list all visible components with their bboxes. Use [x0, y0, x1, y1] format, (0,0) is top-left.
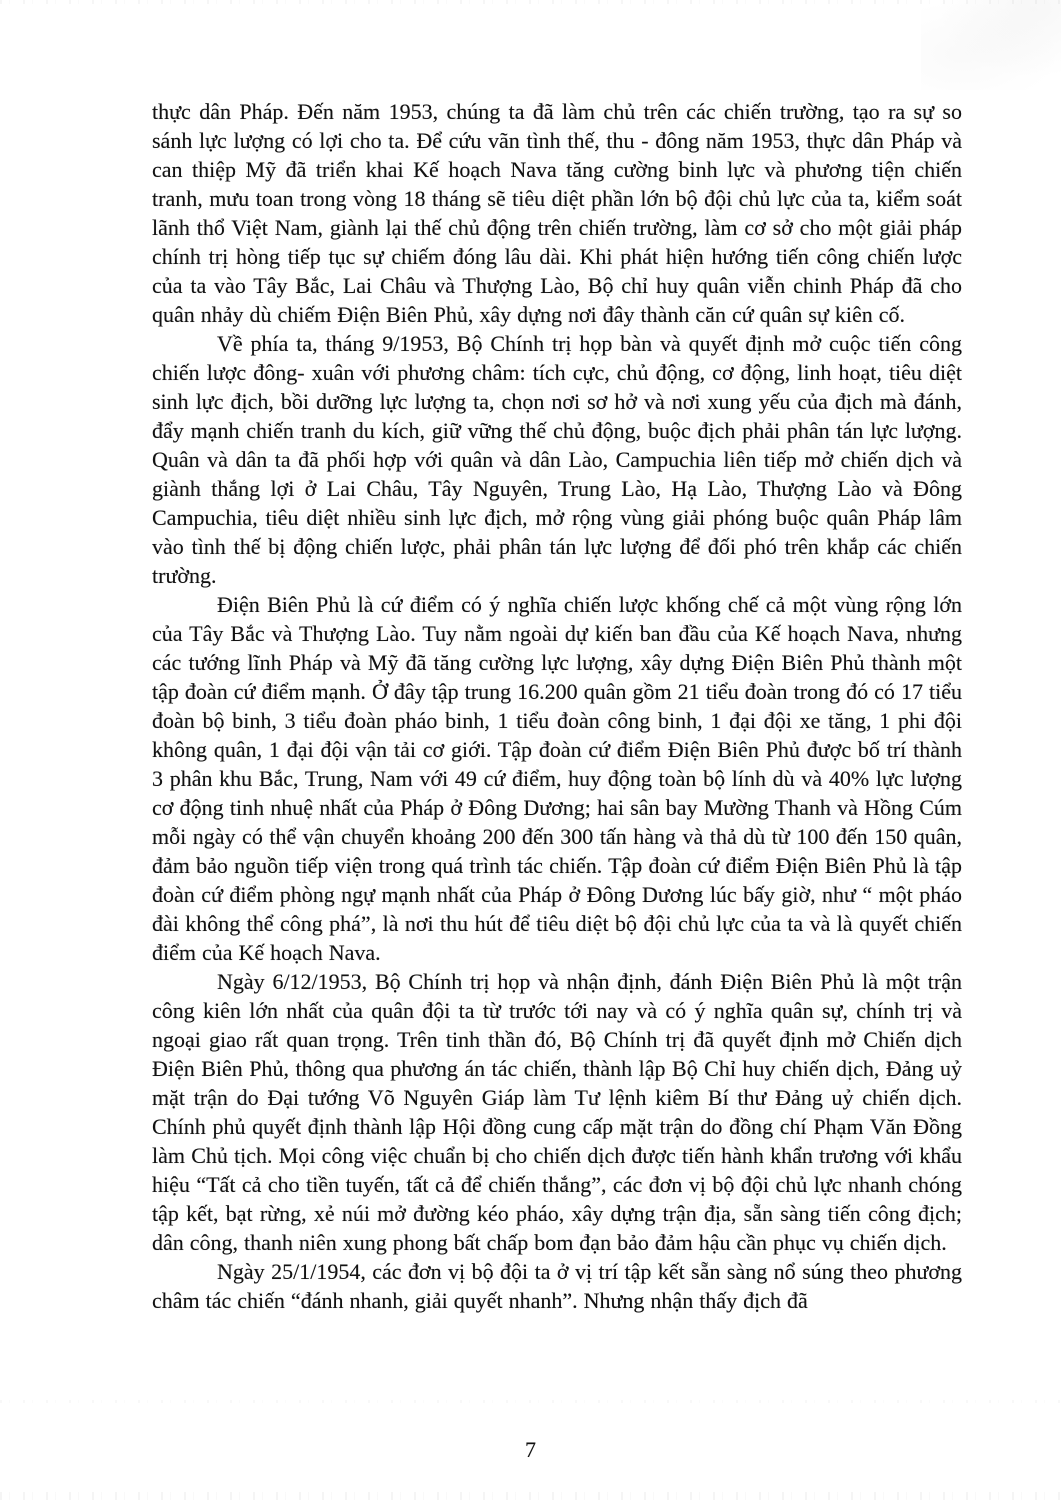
- scan-artifact-bottom: [0, 1492, 1061, 1500]
- scan-artifact-mid: [0, 1400, 1061, 1403]
- page-text: [152, 97, 962, 1315]
- scan-artifact-corner: [921, 0, 1061, 90]
- paragraph-1: thực dân Pháp. Đến năm 1953, chúng ta đã làm chủ trên các chiến trường, tạo ra sự so sánh lực lượng có lợi cho ta. Để cứu vãn tình thế, thu - đông năm 1953, thực dân Pháp và can thiệp Mỹ đã triển khai Kế hoạch Nava tăng cường binh lực và phương tiện chiến tranh, mưu toan trong vòng 18 tháng sẽ tiêu diệt phần lớn bộ đội chủ lực của ta, kiểm soát lãnh thổ Việt Nam, giành lại thế chủ động trên chiến trường, làm cơ sở cho một giải pháp chính trị hòng tiếp tục sự chiếm đóng lâu dài. Khi phát hiện hướng tiến công chiến lược của ta vào Tây Bắc, Lai Châu và Thượng Lào, Bộ chỉ huy quân viễn chinh Pháp đã cho quân nhảy dù chiếm Điện Biên Phủ, xây dựng nơi đây thành căn cứ quân sự kiên cố.: [152, 99, 962, 327]
- paragraph-3: Điện Biên Phủ là cứ điểm có ý nghĩa chiến lược khống chế cả một vùng rộng lớn của Tây Bắc và Thượng Lào. Tuy nằm ngoài dự kiến ban đầu của Kế hoạch Nava, nhưng các tướng lĩnh Pháp và Mỹ đã tăng cường lực lượng, xây dựng Điện Biên Phủ thành một tập đoàn cứ điểm mạnh. Ở đây tập trung 16.200 quân gồm 21 tiểu đoàn trong đó có 17 tiểu đoàn bộ binh, 3 tiểu đoàn pháo binh, 1 tiểu đoàn công binh, 1 đại đội xe tăng, 1 phi đội không quân, 1 đại đội vận tải cơ giới. Tập đoàn cứ điểm Điện Biên Phủ được bố trí thành 3 phân khu Bắc, Trung, Nam với 49 cứ điểm, huy động toàn bộ lính dù và 40% lực lượng cơ động tinh nhuệ nhất của Pháp ở Đông Dương; hai sân bay Mường Thanh và Hồng Cúm mỗi ngày có thể vận chuyển khoảng 200 đến 300 tấn hàng và thả dù từ 100 đến 150 quân, đảm bảo nguồn tiếp viện trong quá trình tác chiến. Tập đoàn cứ điểm Điện Biên Phủ là tập đoàn cứ điểm phòng ngự mạnh nhất của Pháp ở Đông Dương lúc bấy giờ, như “ một pháo đài không thể công phá”, là nơi thu hút để tiêu diệt bộ đội chủ lực của ta và là quyết chiến điểm của Kế hoạch Nava.: [152, 592, 962, 965]
- scan-artifact-top: [0, 0, 1061, 4]
- paragraph-4: Ngày 6/12/1953, Bộ Chính trị họp và nhận định, đánh Điện Biên Phủ là một trận công kiên lớn nhất của quân đội ta từ trước tới nay và có ý nghĩa quân sự, chính trị và ngoại giao rất quan trọng. Trên tinh thần đó, Bộ Chính trị đã quyết định mở Chiến dịch Điện Biên Phủ, thông qua phương án tác chiến, thành lập Bộ Chỉ huy chiến dịch, Đảng uỷ mặt trận do Đại tướng Võ Nguyên Giáp làm Tư lệnh kiêm Bí thư Đảng uỷ chiến dịch. Chính phủ quyết định thành lập Hội đồng cung cấp mặt trận do đồng chí Phạm Văn Đồng làm Chủ tịch. Mọi công việc chuẩn bị cho chiến dịch được tiến hành khẩn trương với khẩu hiệu “Tất cả cho tiền tuyến, tất cả để chiến thắng”, các đơn vị bộ đội chủ lực nhanh chóng tập kết, bạt rừng, xẻ núi mở đường kéo pháo, xây dựng trận địa, sẵn sàng tiến công địch; dân công, thanh niên xung phong bất chấp bom đạn bảo đảm hậu cần phục vụ chiến dịch.: [152, 969, 962, 1255]
- paragraph-2: Về phía ta, tháng 9/1953, Bộ Chính trị họp bàn và quyết định mở cuộc tiến công chiến lược đông- xuân với phương châm: tích cực, chủ động, cơ động, linh hoạt, tiêu diệt sinh lực địch, bồi dưỡng lực lượng ta, chọn nơi sơ hở và nơi xung yếu của địch mà đánh, đẩy mạnh chiến tranh du kích, giữ vững thế chủ động, buộc địch phải phân tán lực lượng. Quân và dân ta đã phối hợp với quân và dân Lào, Campuchia liên tiếp mở chiến dịch và giành thắng lợi ở Lai Châu, Tây Nguyên, Trung Lào, Hạ Lào, Thượng Lào và Đông Campuchia, tiêu diệt nhiều sinh lực địch, mở rộng vùng giải phóng buộc quân Pháp lâm vào tình thế bị động chiến lược, phải phân tán lực lượng để đối phó trên khắp các chiến trường.: [152, 331, 962, 588]
- page-number: 7: [525, 1437, 536, 1462]
- paragraph-5: Ngày 25/1/1954, các đơn vị bộ đội ta ở vị trí tập kết sẵn sàng nổ súng theo phương châm tác chiến “đánh nhanh, giải quyết nhanh”. Nhưng nhận thấy địch đã: [152, 1259, 962, 1313]
